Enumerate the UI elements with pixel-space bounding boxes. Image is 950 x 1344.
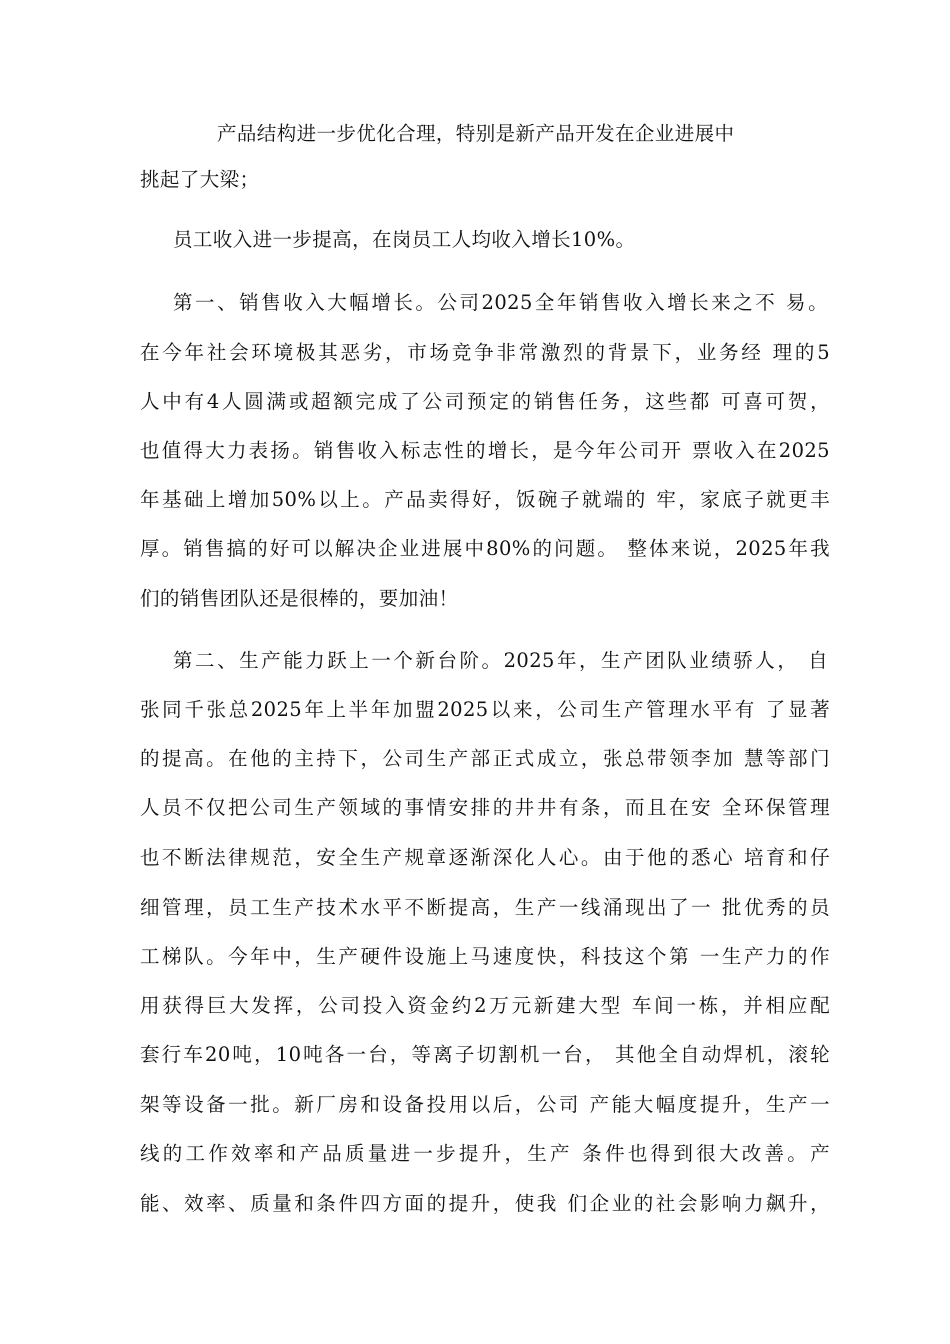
text-line: 第二、生产能力跃上一个新台阶。2025年，生产团队业绩骄人， 自 xyxy=(173,649,828,672)
text-line: 的提高。在他的主持下，公司生产部正式成立，张总带领李加 慧等部门 xyxy=(140,747,830,770)
text-line: 在今年社会环境极其恶劣，市场竞争非常激烈的背景下，业务经 理的5 xyxy=(140,341,830,364)
text-line: 员工收入进一步提高，在岗员工人均收入增长10%。 xyxy=(173,228,636,251)
text-line: 张同千张总2025年上半年加盟2025以来，公司生产管理水平有 了显著 xyxy=(140,698,830,721)
text-line: 线的工作效率和产品质量进一步提升，生产 条件也得到很大改善。产 xyxy=(140,1142,830,1165)
text-line: 细管理，员工生产技术水平不断提高，生产一线涌现出了一 批优秀的员 xyxy=(140,896,830,919)
text-line: 也值得大力表扬。销售收入标志性的增长，是今年公司开 票收入在2025 xyxy=(140,439,830,462)
text-line: 用获得巨大发挥，公司投入资金约2万元新建大型 车间一栋，并相应配 xyxy=(140,994,830,1017)
text-line: 们的销售团队还是很棒的，要加油！ xyxy=(140,587,459,610)
text-line: 能、效率、质量和条件四方面的提升，使我 们企业的社会影响力飙升， xyxy=(140,1192,830,1215)
text-line: 挑起了大梁； xyxy=(140,168,260,191)
text-line: 人中有4人圆满或超额完成了公司预定的销售任务，这些都 可喜可贺， xyxy=(140,390,830,413)
text-line: 人员不仅把公司生产领域的事情安排的井井有条，而且在安 全环保管理 xyxy=(140,796,830,819)
text-line: 也不断法律规范，安全生产规章逐渐深化人心。由于他的悉心 培育和仔 xyxy=(140,846,830,869)
text-line: 套行车20吨，10吨各一台，等离子切割机一台， 其他全自动焊机，滚轮 xyxy=(140,1043,830,1066)
text-line: 架等设备一批。新厂房和设备投用以后，公司 产能大幅度提升，生产一 xyxy=(140,1093,830,1116)
text-line: 年基础上增加50%以上。产品卖得好，饭碗子就端的 牢，家底子就更丰 xyxy=(140,488,830,511)
text-line: 第一、销售收入大幅增长。公司2025全年销售收入增长来之不 易。 xyxy=(173,291,828,314)
text-line: 工梯队。今年中，生产硬件设施上马速度快，科技这个第 一生产力的作 xyxy=(140,945,830,968)
text-line: 产品结构进一步优化合理，特别是新产品开发在企业进展中 xyxy=(217,122,735,145)
text-line: 厚。销售搞的好可以解决企业进展中80%的问题。 整体来说，2025年我 xyxy=(140,537,830,560)
